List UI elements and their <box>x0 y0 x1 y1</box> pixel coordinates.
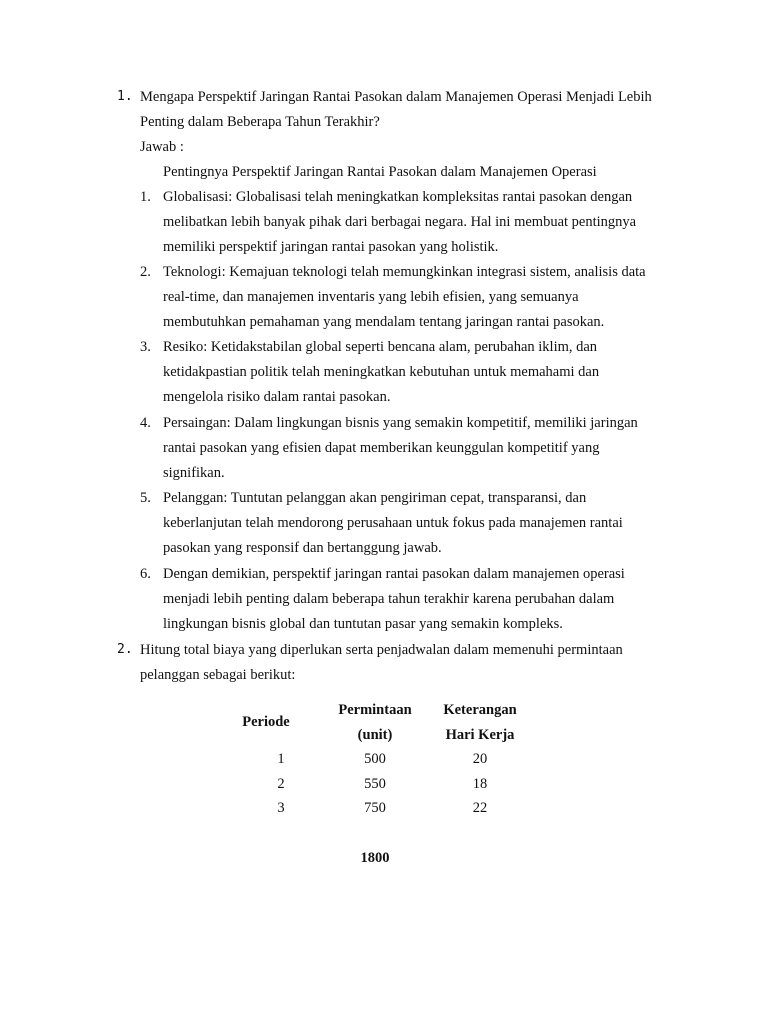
list-item-line: rantai pasokan yang efisien dapat memberikan keunggulan kompetitif yang <box>163 440 600 456</box>
list-item-number: 3. <box>140 339 151 355</box>
list-item-line: keberlanjutan telah mendorong perusahaan untuk fokus pada manajemen rantai <box>163 515 623 531</box>
header-keterangan: Keterangan <box>443 702 517 718</box>
list-item-line: membutuhkan pemahaman yang mendalam tentang jaringan rantai pasokan. <box>163 314 605 330</box>
table-cell-periode: 3 <box>277 800 285 816</box>
answer-label: Jawab : <box>140 139 184 155</box>
table-cell-periode: 1 <box>277 751 285 767</box>
question-1-number: 1. <box>117 89 133 104</box>
list-item-number: 1. <box>140 189 151 205</box>
table-total: 1800 <box>360 850 390 866</box>
list-item-line: signifikan. <box>163 465 225 481</box>
header-hari-kerja: Hari Kerja <box>445 727 515 743</box>
header-permintaan-unit: (unit) <box>357 727 393 743</box>
list-item-number: 2. <box>140 264 151 280</box>
question-2-number: 2. <box>117 642 133 657</box>
header-periode: Periode <box>242 714 290 730</box>
list-item-line: memiliki perspektif jaringan rantai pasokan yang holistik. <box>163 239 499 255</box>
table-cell-hari-kerja: 18 <box>472 776 488 792</box>
list-item-line: ketidakpastian politik telah meningkatkan kebutuhan untuk memahami dan <box>163 364 600 380</box>
list-item-number: 5. <box>140 490 151 506</box>
list-item-line: lingkungan bisnis global dan tuntutan pasar yang semakin kompleks. <box>163 616 563 632</box>
list-item-number: 4. <box>140 415 151 431</box>
question-1-title-line-1: Mengapa Perspektif Jaringan Rantai Pasokan dalam Manajemen Operasi Menjadi Lebih <box>140 89 652 105</box>
question-1-title-line-2: Penting dalam Beberapa Tahun Terakhir? <box>140 114 380 130</box>
table-cell-periode: 2 <box>277 776 285 792</box>
list-item-line: real-time, dan manajemen inventaris yang lebih efisien, yang semuanya <box>163 289 579 305</box>
header-permintaan: Permintaan <box>338 702 412 718</box>
table-cell-permintaan: 750 <box>364 800 386 816</box>
list-item-line: menjadi lebih penting dalam beberapa tahun terakhir karena perubahan dalam <box>163 591 615 607</box>
list-item-line: Persaingan: Dalam lingkungan bisnis yang semakin kompetitif, memiliki jaringan <box>163 415 638 431</box>
table-cell-permintaan: 500 <box>364 751 386 767</box>
question-2-line-2: pelanggan sebagai berikut: <box>140 667 296 683</box>
list-item-line: melibatkan lebih banyak pihak dari berbagai negara. Hal ini membuat pentingnya <box>163 214 637 230</box>
list-item-line: Pelanggan: Tuntutan pelanggan akan pengiriman cepat, transparansi, dan <box>163 490 587 506</box>
question-2-line-1: Hitung total biaya yang diperlukan serta penjadwalan dalam memenuhi permintaan <box>140 642 623 658</box>
list-item-line: Globalisasi: Globalisasi telah meningkatkan kompleksitas rantai pasokan dengan <box>163 189 633 205</box>
table-cell-permintaan: 550 <box>364 776 386 792</box>
table-cell-hari-kerja: 20 <box>472 751 488 767</box>
list-item-line: Teknologi: Kemajuan teknologi telah memungkinkan integrasi sistem, analisis data <box>163 264 646 280</box>
answer-heading: Pentingnya Perspektif Jaringan Rantai Pasokan dalam Manajemen Operasi <box>163 164 597 180</box>
list-item-number: 6. <box>140 566 151 582</box>
list-item-line: mengelola risiko dalam rantai pasokan. <box>163 389 391 405</box>
list-item-line: Resiko: Ketidakstabilan global seperti bencana alam, perubahan iklim, dan <box>163 339 598 355</box>
table-cell-hari-kerja: 22 <box>472 800 488 816</box>
list-item-line: pasokan yang responsif dan bertanggung jawab. <box>163 540 442 556</box>
list-item-line: Dengan demikian, perspektif jaringan rantai pasokan dalam manajemen operasi <box>163 566 625 582</box>
